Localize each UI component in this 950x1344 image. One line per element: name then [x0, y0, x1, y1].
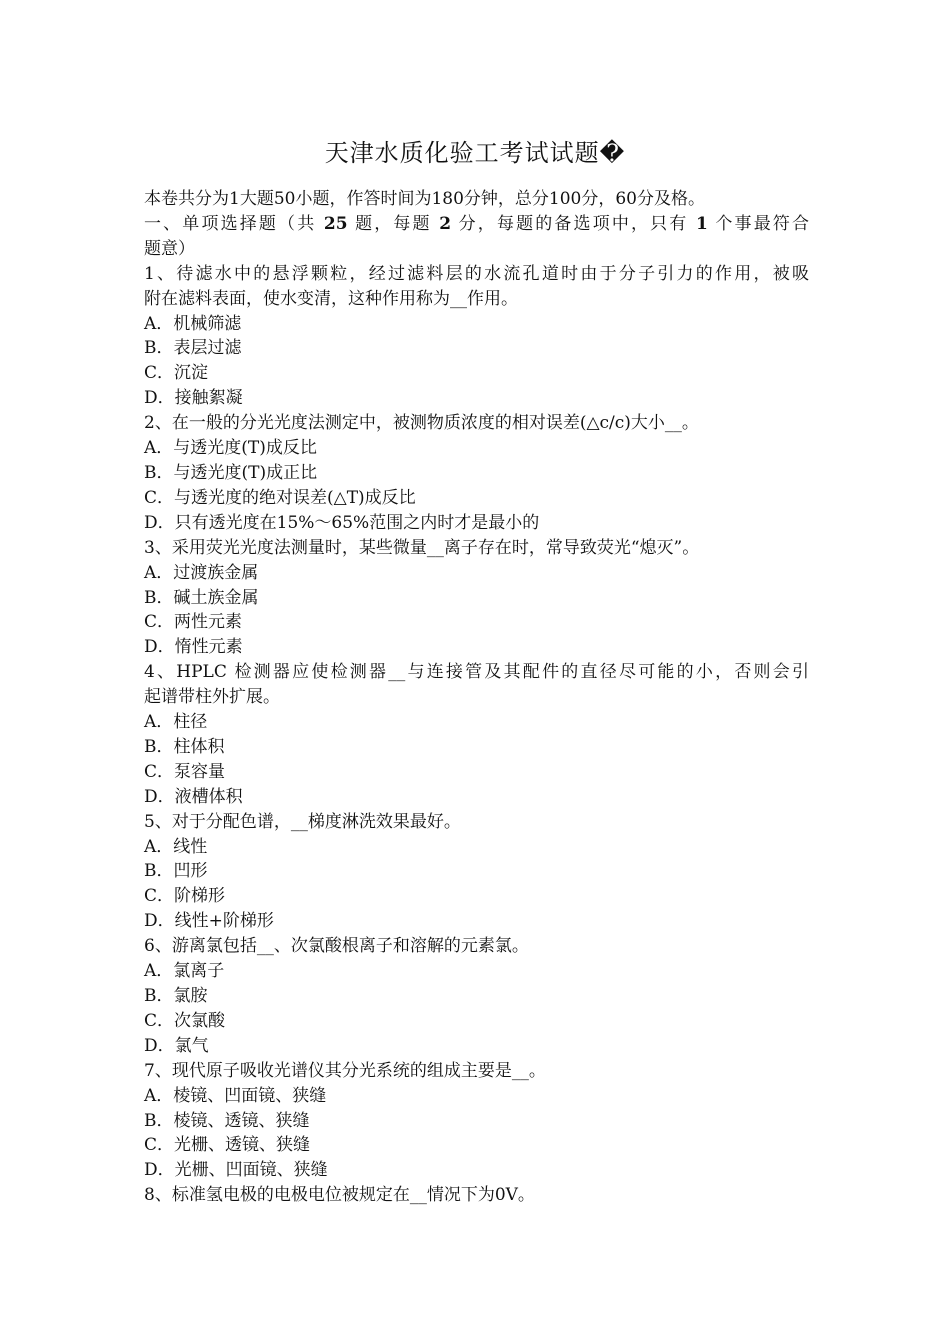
answer-option: B．凹形 — [144, 861, 208, 882]
answer-option: C．两性元素 — [144, 612, 243, 633]
question-item — [144, 934, 809, 1059]
question-stem: 附在滤料表面，使水变清，这种作用称为__作用。 — [144, 288, 518, 309]
section-heading-continued: 题意） — [144, 238, 195, 259]
answer-option: B．表层过滤 — [144, 338, 242, 359]
answer-option: D．线性+阶梯形 — [144, 911, 274, 932]
question-stem: 起谱带柱外扩展。 — [144, 687, 280, 708]
question-stem: 5、对于分配色谱，__梯度淋洗效果最好。 — [144, 811, 461, 832]
question-item — [144, 411, 809, 536]
question-stem: 1、待滤水中的悬浮颗粒，经过滤料层的水流孔道时由于分子引力的作用，被吸 — [144, 263, 809, 284]
answer-option: B．氯胺 — [144, 986, 208, 1006]
question-stem: 4、HPLC 检测器应使检测器__与连接管及其配件的直径尽可能的小，否则会引 — [144, 662, 809, 683]
question-item — [144, 1183, 809, 1208]
question-stem: 6、游离氯包括__、次氯酸根离子和溶解的元素氯。 — [144, 936, 529, 957]
question-item — [144, 262, 809, 411]
answer-option: C．泵容量 — [144, 761, 226, 782]
answer-option: A．氯离子 — [144, 961, 225, 982]
answer-option: A．过渡族金属 — [144, 562, 259, 583]
answer-option: A．线性 — [144, 836, 208, 857]
exam-intro: 本卷共分为1大题50小题，作答时间为180分钟，总分100分，60分及格。 — [144, 189, 705, 209]
question-stem: 8、标准氢电极的电极电位被规定在__情况下为0V。 — [144, 1185, 535, 1206]
question-count: 25 — [323, 213, 348, 234]
answer-option: B．与透光度(T)成正比 — [144, 462, 318, 483]
question-item — [144, 660, 809, 809]
answer-option: D．惰性元素 — [144, 637, 243, 658]
answer-option: D．光栅、凹面镜、狭缝 — [144, 1160, 328, 1181]
section-heading: 一、单项选择题（共 25 题，每题 2 分，每题的备选项中，只有 1 个事最符合 — [144, 213, 809, 234]
answer-option: A．柱径 — [144, 712, 208, 733]
answer-option: D．氯气 — [144, 1035, 209, 1056]
question-list — [144, 262, 809, 1208]
correct-option-count: 1 — [696, 213, 708, 234]
answer-option: B．柱体积 — [144, 736, 225, 757]
answer-option: A．与透光度(T)成反比 — [144, 438, 317, 459]
answer-option: D．接触絮凝 — [144, 388, 243, 409]
answer-option: C．次氯酸 — [144, 1010, 226, 1031]
document-body — [144, 187, 809, 1208]
question-item — [144, 536, 809, 661]
question-item — [144, 810, 809, 935]
document-title: 天津水质化验工考试试题� — [324, 139, 626, 167]
answer-option: C．沉淀 — [144, 363, 209, 384]
answer-option: B．碱土族金属 — [144, 587, 259, 608]
answer-option: D．液槽体积 — [144, 786, 243, 807]
question-stem: 2、在一般的分光光度法测定中，被测物质浓度的相对误差(△c/c)大小__。 — [144, 413, 699, 434]
answer-option: A．棱镜、凹面镜、狭缝 — [144, 1085, 327, 1106]
answer-option: A．机械筛滤 — [144, 313, 242, 334]
answer-option: D．只有透光度在15%～65%范围之内时才是最小的 — [144, 512, 540, 533]
answer-option: C．阶梯形 — [144, 886, 226, 907]
answer-option: C．与透光度的绝对误差(△T)成反比 — [144, 487, 416, 508]
answer-option: B．棱镜、透镜、狭缝 — [144, 1110, 310, 1131]
question-stem: 7、现代原子吸收光谱仪其分光系统的组成主要是__。 — [144, 1060, 546, 1081]
question-item — [144, 1059, 809, 1184]
answer-option: C．光栅、透镜、狭缝 — [144, 1135, 311, 1156]
question-stem: 3、采用荧光光度法测量时，某些微量__离子存在时，常导致荧光“熄灭”。 — [144, 537, 700, 558]
points-per-question: 2 — [439, 213, 452, 234]
